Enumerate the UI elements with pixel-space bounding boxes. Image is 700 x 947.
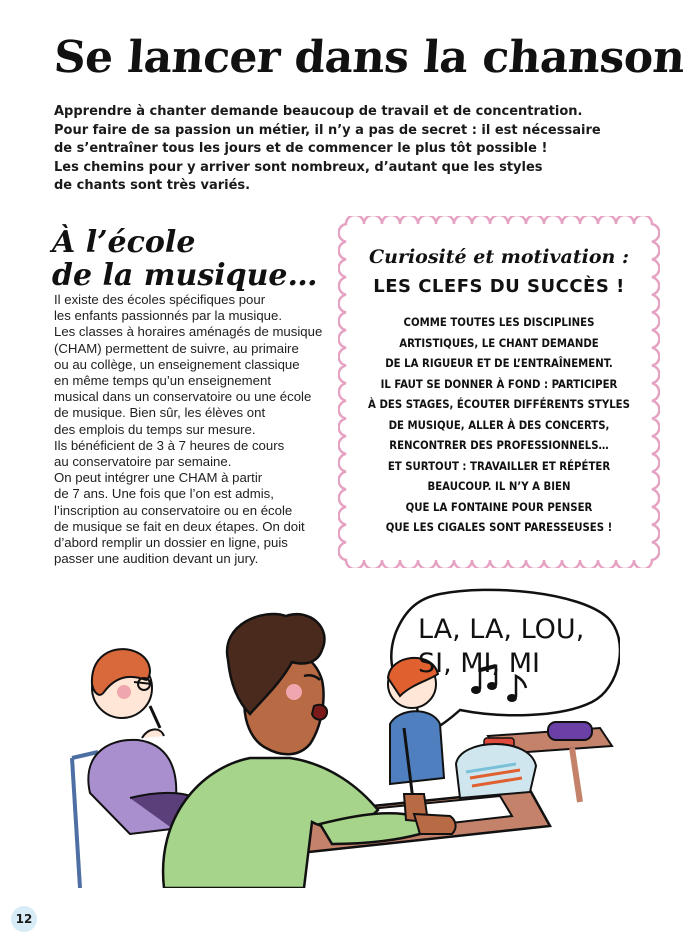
- tip-box-line: ARTISTIQUES, LE CHANT DEMANDE: [399, 336, 599, 350]
- tip-box-subtitle: LES CLEFS DU SUCCÈS !: [373, 276, 625, 297]
- tip-box-line: DE LA RIGUEUR ET DE L’ENTRAÎNEMENT.: [385, 357, 613, 370]
- tip-box-line: DE MUSIQUE, ALLER À DES CONCERTS,: [388, 418, 610, 432]
- body-line: au conservatoire par semaine.: [54, 454, 232, 470]
- tip-box-line: À DES STAGES, ÉCOUTER DIFFÉRENTS STYLES: [368, 398, 630, 411]
- body-line: Il existe des écoles spécifiques pour: [54, 292, 266, 307]
- body-line: de 7 ans. Une fois que l’on est admis,: [54, 486, 274, 502]
- body-line: l’inscription au conservatoire ou en école: [54, 502, 293, 518]
- intro-line: Les chemins pour y arriver sont nombreux, d’autant que les styles: [54, 159, 543, 175]
- body-line: d’abord remplir un dossier en ligne, puis: [54, 535, 288, 551]
- body-line: On peut intégrer une CHAM à partir: [54, 470, 263, 486]
- tip-box: [338, 216, 660, 568]
- body-line: des emplois du temps sur mesure.: [54, 421, 256, 437]
- section-heading-line: À l’école: [52, 225, 196, 260]
- page-title: Se lancer dans la chanson: [52, 32, 687, 83]
- body-line: en même temps qu’un enseignement: [54, 373, 271, 389]
- speech-bubble-line: LA, LA, LOU,: [418, 614, 585, 645]
- body-line: musical dans un conservatoire ou une école: [54, 389, 312, 405]
- tip-box-line: ET SURTOUT : TRAVAILLER ET RÉPÉTER: [387, 459, 611, 473]
- section-heading: [52, 226, 318, 292]
- section-body: [54, 292, 344, 567]
- page-number: 12: [11, 906, 37, 932]
- body-line: passer une audition devant un jury.: [54, 551, 259, 567]
- intro-line: de s’entraîner tous les jours et de commencer le plus tôt possible !: [54, 141, 548, 156]
- body-line: Les classes à horaires aménagés de musique: [54, 324, 323, 340]
- tip-box-line: COMME TOUTES LES DISCIPLINES: [403, 316, 595, 329]
- tip-box-line: QUE LES CIGALES SONT PARESSEUSES !: [385, 521, 613, 534]
- intro-line: Apprendre à chanter demande beaucoup de travail et de concentration.: [54, 104, 583, 119]
- tip-box-line: BEAUCOUP. IL N’Y A BIEN: [427, 480, 571, 493]
- body-line: (CHAM) permettent de suivre, au primaire: [54, 340, 299, 356]
- body-line: Ils bénéficient de 3 à 7 heures de cours: [54, 437, 285, 453]
- intro-line: de chants sont très variés.: [54, 178, 251, 193]
- intro-line: Pour faire de sa passion un métier, il n’y a pas de secret : il est nécessaire: [54, 122, 601, 138]
- body-line: de musique. Bien sûr, les élèves ont: [54, 405, 266, 421]
- tip-box-line: QUE LA FONTAINE POUR PENSER: [405, 500, 593, 514]
- tip-box-body: [338, 313, 660, 539]
- section-heading-line: de la musique…: [52, 258, 318, 293]
- speech-bubble-text: [418, 613, 584, 681]
- tip-box-title: Curiosité et motivation :: [369, 246, 629, 268]
- body-line: ou au collège, un enseignement classique: [54, 356, 300, 372]
- tip-box-line: RENCONTRER DES PROFESSIONNELS…: [389, 439, 609, 452]
- intro-paragraph: [54, 103, 654, 196]
- body-line: de musique se fait en deux étapes. On doit: [54, 518, 305, 534]
- speech-bubble-line: SI, MI, MI: [418, 648, 540, 679]
- tip-box-line: IL FAUT SE DONNER À FOND : PARTICIPER: [380, 377, 618, 391]
- body-line: les enfants passionnés par la musique.: [54, 308, 282, 324]
